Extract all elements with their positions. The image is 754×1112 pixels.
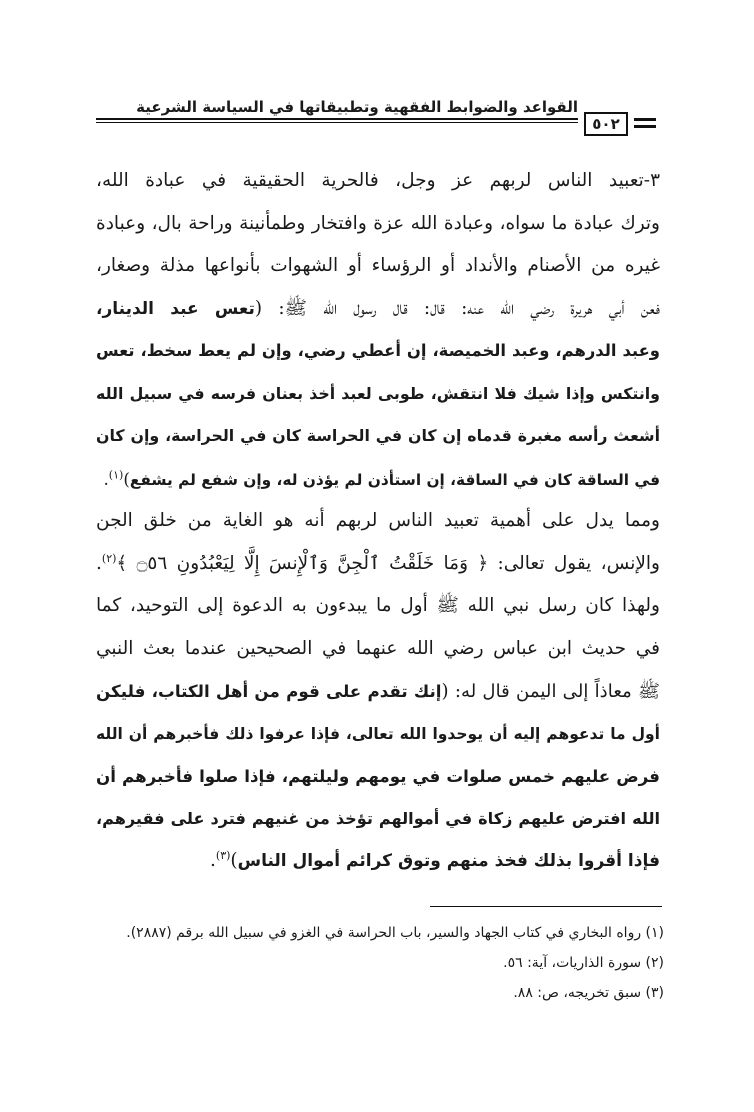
hadith-line: الله افترض عليهم زكاة في أموالهم تؤخذ من غنيهم فترد على فقيرهم، <box>96 808 660 828</box>
header-rule <box>96 118 578 123</box>
text-line <box>96 543 660 586</box>
footnote-ref: (٣) <box>215 848 231 862</box>
header-ornament <box>634 118 656 132</box>
footnote-ref: (٢) <box>101 551 117 565</box>
hadith-text: تعس عبد الدينار، <box>96 298 255 319</box>
text-span: ﷺ معاذاً إلى اليمن قال له: ( <box>441 681 660 702</box>
footnotes <box>96 918 664 1008</box>
text-line <box>96 840 660 883</box>
quran-verse: والإنس، يقول تعالى: ﴿ وَمَا خَلَقْتُ ٱلْجِنَّ وَٱلْإِنسَ إِلَّا لِيَعْبُدُونِ ۝٥٦ ﴾ <box>116 552 660 574</box>
hadith-line: أول ما تدعوهم إليه أن يوحدوا الله تعالى، فإذا عرفوا ذلك فأخبرهم أن الله <box>96 724 660 743</box>
text-line: في حديث ابن عباس رضي الله عنهما في الصحيحين عندما بعث النبي <box>96 637 660 659</box>
punct: . <box>96 552 102 574</box>
hadith-text: في الساقة كان في الساقة، إن استأذن لم يؤذن له، وإن شفع لم يشفع <box>129 470 660 489</box>
hadith-line: فرض عليهم خمس صلوات في يومهم وليلتهم، فإذا صلوا فأخبرهم أن <box>96 766 660 786</box>
hadith-line: وانتكس وإذا شيك فلا انتقش، طوبى لعبد أخذ بعنان فرسه في سبيل الله <box>96 383 660 403</box>
footnote-2: (٢) سورة الذاريات، آية: ٥٦. <box>503 955 664 971</box>
footnote-ref: (١) <box>108 467 124 481</box>
text-line <box>96 670 660 713</box>
text-line: وترك عبادة ما سواه، وعبادة الله عزة وافتخار وطمأنينة وراحة بال، وعبادة <box>96 212 660 234</box>
footnote-1: (١) رواه البخاري في كتاب الجهاد والسير، باب الحراسة في الغزو في سبيل الله برقم (٢٨٨٧). <box>126 925 664 941</box>
page-header <box>96 96 656 136</box>
text-line <box>96 458 660 501</box>
punct: . <box>103 468 109 489</box>
text-span: فعن أبي هريرة رضي الله عنه: قال: قال رسول الله ﷺ: ( <box>254 297 660 319</box>
footnote-3: (٣) سبق تخريجه، ص: ٨٨. <box>513 985 664 1001</box>
hadith-line: أشعث رأسه مغبرة قدماه إن كان في الحراسة كان في الحراسة، وإن كان <box>96 426 660 445</box>
text-line: ٣-تعبيد الناس لربهم عز وجل، فالحرية الحقيقية في عبادة الله، <box>96 170 660 191</box>
paren: ) <box>230 850 238 871</box>
text-line: غيره من الأصنام والأنداد أو الرؤساء أو الشهوات بأنواعها مذلة وصغار، <box>96 255 660 276</box>
text-line: ومما يدل على أهمية تعبيد الناس لربهم أنه هو الغاية من خلق الجن <box>96 510 660 531</box>
hadith-line: وعبد الدرهم، وعبد الخميصة، إن أعطي رضي، وإن لم يعط سخط، تعس <box>96 341 660 360</box>
paren: ) <box>123 468 130 489</box>
running-title: القواعد والضوابط الفقهية وتطبيقاتها في السياسة الشرعية <box>136 98 578 116</box>
footnote-separator <box>430 906 662 907</box>
text-line: ولهذا كان رسل نبي الله ﷺ أول ما يبدءون به الدعوة إلى التوحيد، كما <box>96 595 660 616</box>
hadith-text: إنك تقدم على قوم من أهل الكتاب، فليكن <box>96 681 442 701</box>
hadith-text: فإذا أقروا بذلك فخذ منهم وتوق كرائم أموال الناس <box>237 851 660 871</box>
page-number: ٥٠٢ <box>584 112 628 136</box>
punct: . <box>210 850 216 871</box>
text-line <box>96 288 660 331</box>
main-text <box>96 160 660 883</box>
